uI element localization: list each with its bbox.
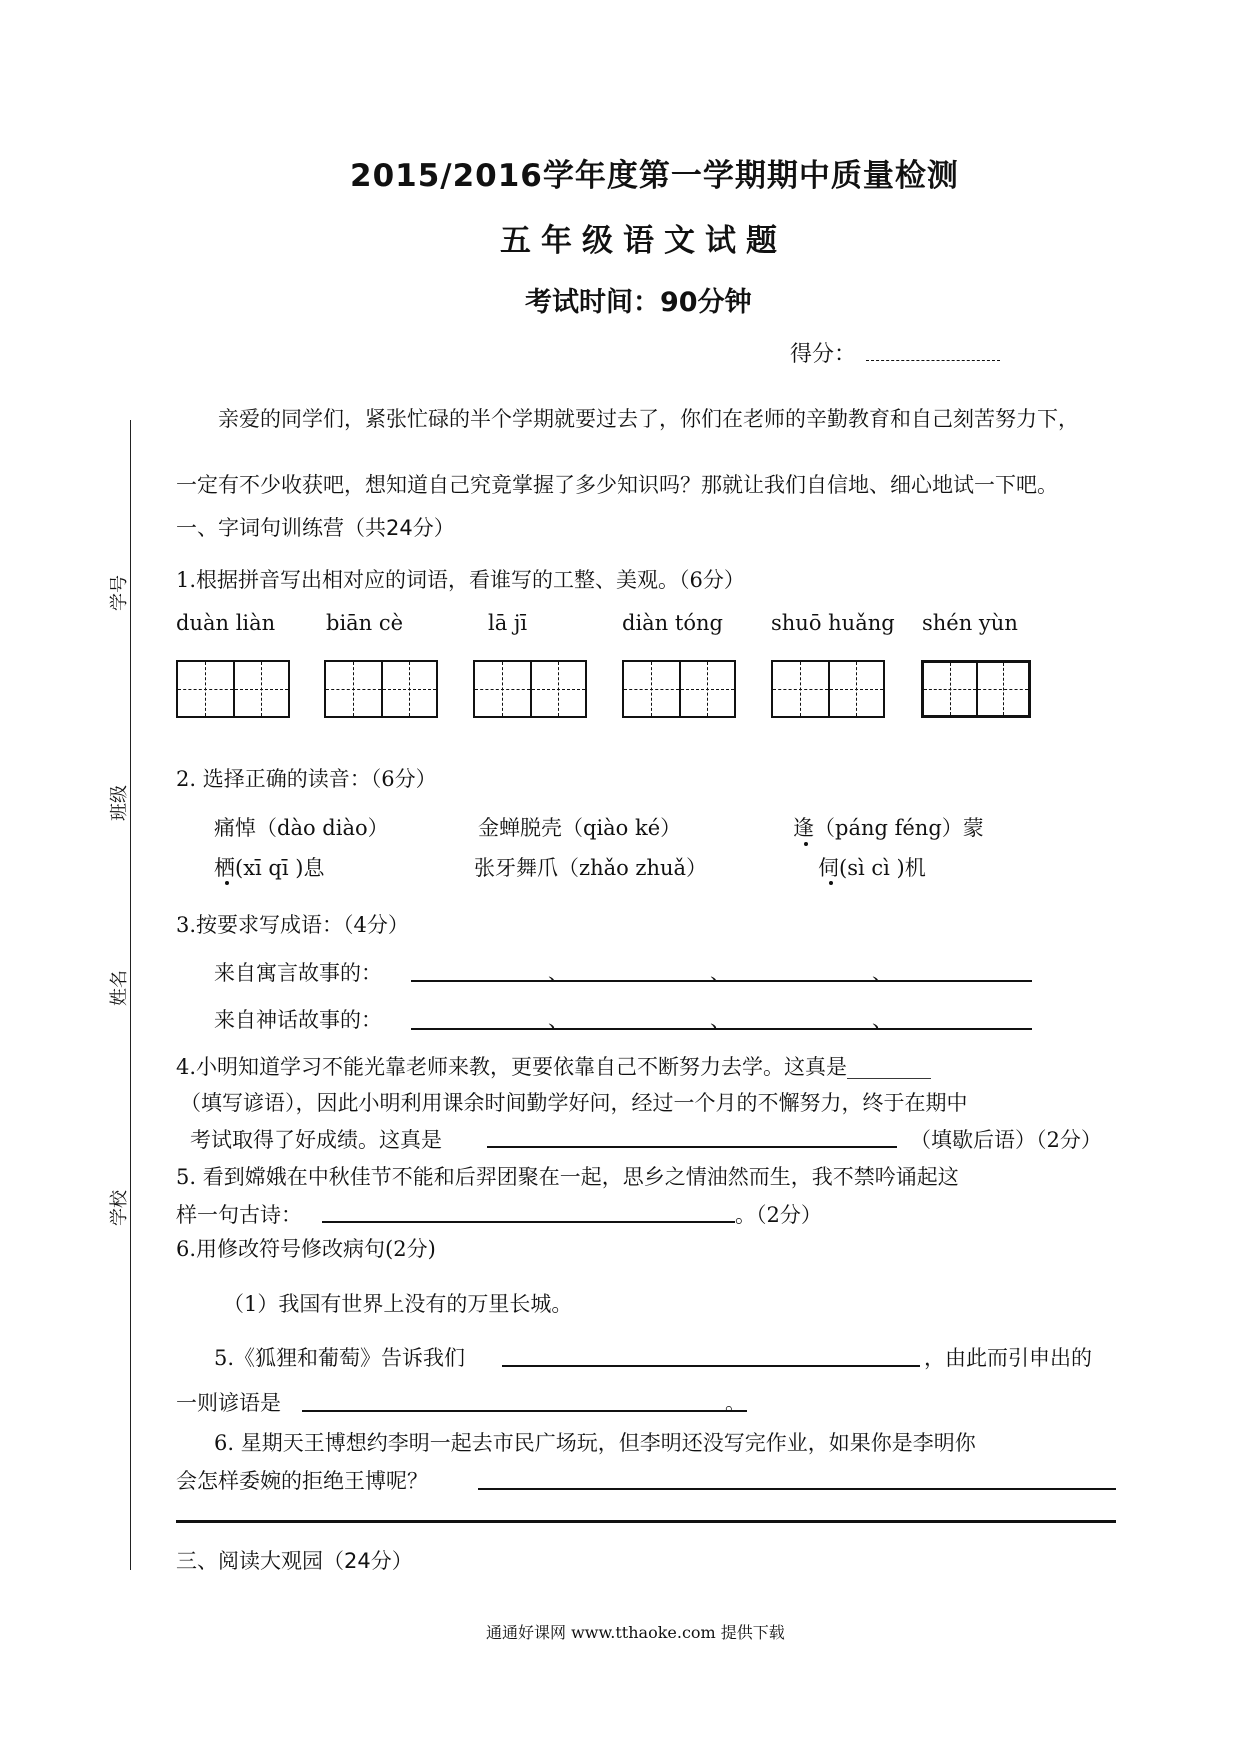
q2-item-5: 张牙舞爪（zhǎo zhuǎ） [474,856,708,880]
writing-grid-3[interactable] [473,660,587,718]
q6-item-1: （1）我国有世界上没有的万里长城。 [223,1292,573,1316]
separator: 、 [548,961,569,985]
intro-line-1: 亲爱的同学们，紧张忙碌的半个学期就要过去了，你们在老师的辛勤教育和自己刻苦努力下， [218,407,1079,431]
exam-time: 考试时间：90分钟 [525,287,752,318]
emphasis-dot [225,881,229,885]
q6b-line-2: 会怎样委婉的拒绝王博呢？ [176,1469,428,1493]
pinyin-6: shén yùn [922,611,1018,635]
separator: 、 [872,961,893,985]
q2-item-1: 痛悼（dào diào） [214,816,389,840]
q5-answer-line[interactable] [322,1221,735,1223]
writing-grid-4[interactable] [622,660,736,718]
q2-item-2: 金蝉脱壳（qiào ké） [478,816,682,840]
q6b-answer-line-2[interactable] [176,1520,1116,1523]
q4-answer-line[interactable] [487,1146,897,1148]
q5b-line-1b: ，由此而引申出的 [924,1346,1092,1370]
score-label: 得分： [790,342,857,367]
binding-label-name: 姓名 [109,970,130,1006]
separator: 、 [872,1008,893,1032]
q6b-answer-line-1[interactable] [478,1488,1116,1490]
q5b-line-2a: 一则谚语是 [176,1391,281,1415]
footer-text: 通通好课网 www.tthaoke.com 提供下载 [486,1623,785,1642]
q3-prompt: 3.按要求写成语：（4分） [176,913,409,937]
separator: 、 [548,1008,569,1032]
q4-line-2: （填写谚语），因此小明利用课余时间勤学好问，经过一个月的不懈努力，终于在期中 [180,1091,968,1115]
section1-heading: 一、字词句训练营（共24分） [176,516,455,540]
q5-line-1: 5. 看到嫦娥在中秋佳节不能和后羿团聚在一起，思乡之情油然而生，我不禁吟诵起这 [176,1165,959,1189]
q5-line-2a: 样一句古诗： [176,1203,302,1227]
separator: 、 [710,1008,731,1032]
q5b-answer-line-2[interactable] [302,1410,747,1412]
q4-line-3b: （填歇后语）（2分） [910,1128,1102,1152]
score-blank[interactable] [866,360,1000,361]
pinyin-2: biān cè [326,611,404,635]
q4-line-1: 4.小明知道学习不能光靠老师来教，更要依靠自己不断努力去学。这真是________ [176,1055,932,1079]
binding-label-class: 班级 [109,785,130,821]
binding-label-school: 学校 [109,1190,130,1226]
q5b-line-1a: 5.《狐狸和葡萄》告诉我们 [214,1346,466,1370]
q2-prompt: 2. 选择正确的读音：（6分） [176,767,437,791]
writing-grid-5[interactable] [771,660,885,718]
q5b-answer-line-1[interactable] [502,1365,920,1367]
q5-line-2b: 。（2分） [735,1203,822,1227]
exam-subtitle: 五年级语文试题 [500,223,787,259]
q6b-line-1: 6. 星期天王博想约李明一起去市民广场玩，但李明还没写完作业，如果你是李明你 [214,1431,976,1455]
writing-grid-6[interactable] [921,660,1031,718]
pinyin-3: lā jī [488,611,528,635]
emphasis-dot [804,842,808,846]
q3-fable-label: 来自寓言故事的： [214,961,382,985]
q5b-line-2b: 。 [725,1391,746,1415]
emphasis-dot [829,881,833,885]
pinyin-4: diàn tóng [622,611,723,635]
q2-item-6: 伺(sì cì )机 [818,856,926,880]
intro-line-2: 一定有不少收获吧，想知道自己究竟掌握了多少知识吗？那就让我们自信地、细心地试一下吧。 [176,473,1058,497]
writing-grid-1[interactable] [176,660,290,718]
exam-title: 2015/2016学年度第一学期期中质量检测 [350,158,959,194]
separator: 、 [710,961,731,985]
writing-grid-2[interactable] [324,660,438,718]
pinyin-5: shuō huǎng [771,611,895,635]
q6-prompt: 6.用修改符号修改病句(2分) [176,1237,436,1261]
section3-heading: 三、阅读大观园（24分） [176,1549,413,1573]
pinyin-1: duàn liàn [176,611,276,635]
q2-item-3: 逢（páng féng）蒙 [793,816,984,840]
q2-item-4: 栖(xī qī )息 [214,856,325,880]
q3-myth-label: 来自神话故事的： [214,1008,382,1032]
q4-line-3a: 考试取得了好成绩。这真是 [190,1128,442,1152]
q1-prompt: 1.根据拼音写出相对应的词语，看谁写的工整、美观。（6分） [176,568,745,592]
binding-label-id: 学号 [109,575,130,611]
